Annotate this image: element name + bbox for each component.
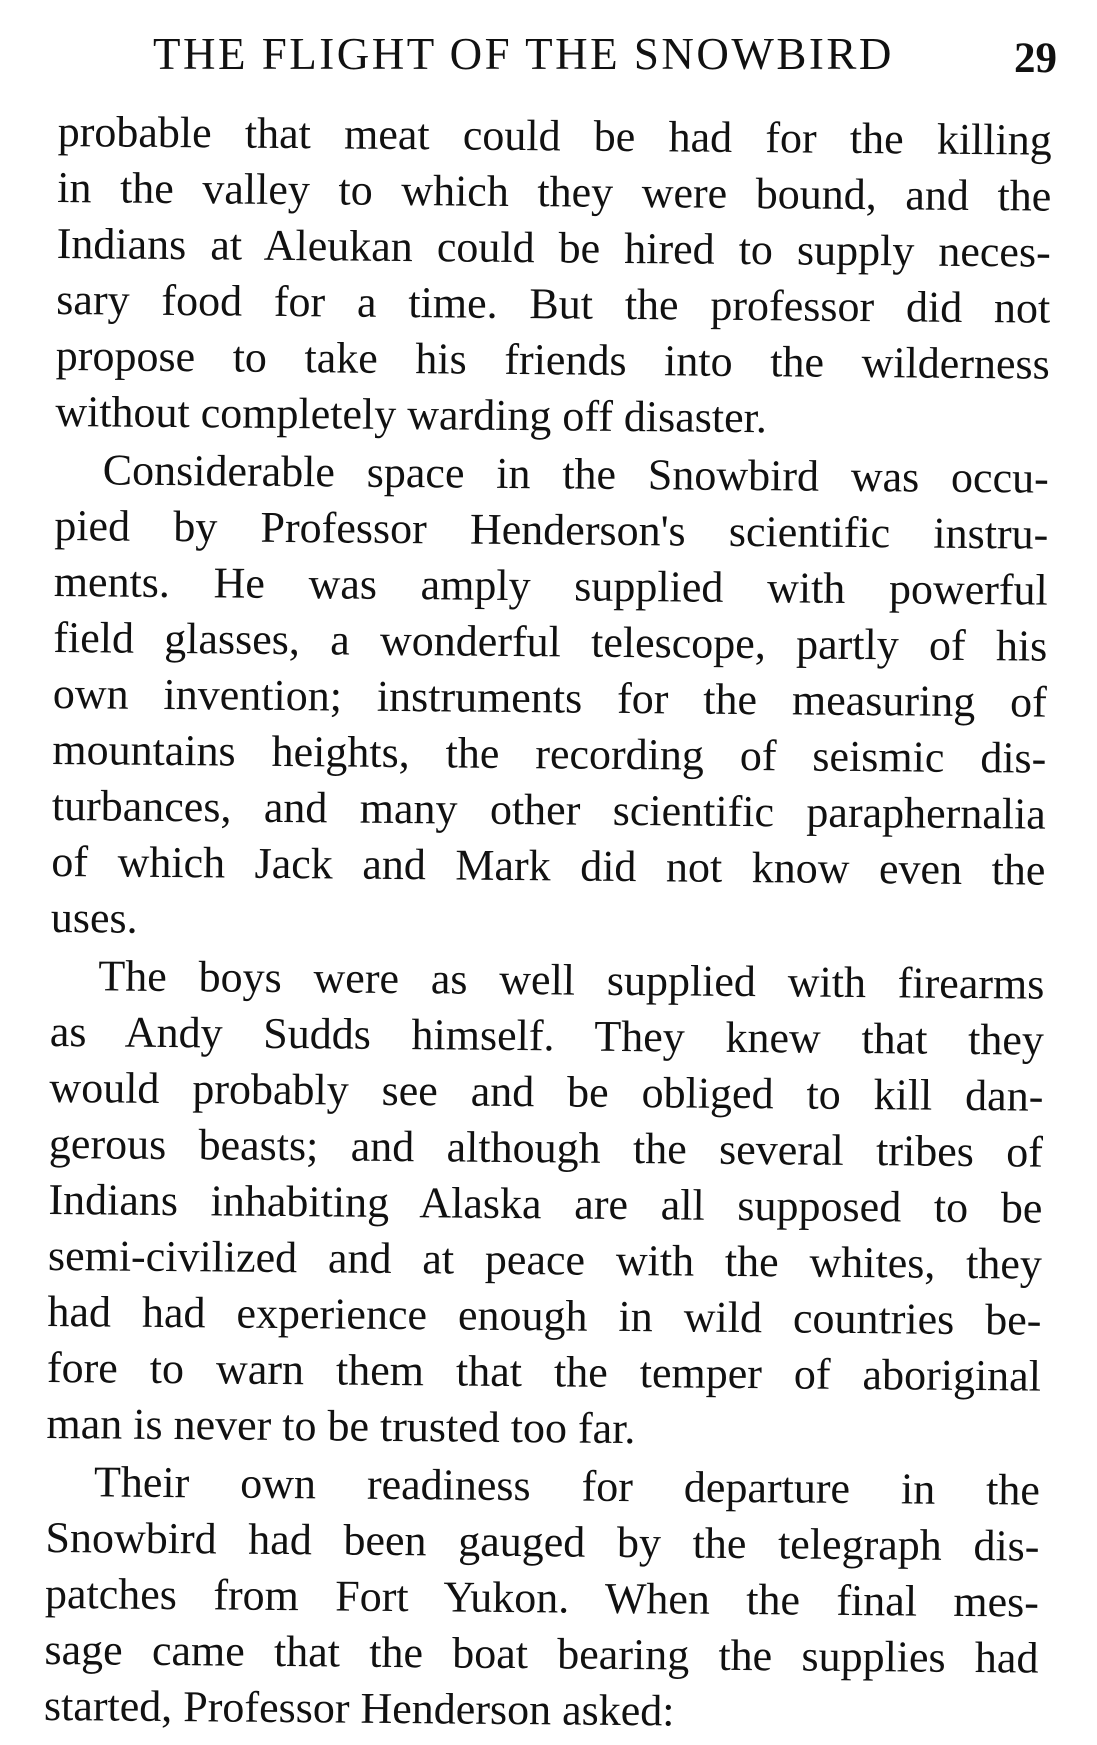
- text-line: sage came that the boat bearing the supplies had: [44, 1624, 1039, 1683]
- text-line: man is never to be trusted too far.: [46, 1398, 636, 1454]
- text-line: The boys were as well supplied with firearms: [98, 951, 1045, 1009]
- text-line: mountains heights, the recording of seismic dis-: [52, 724, 1047, 783]
- text-line: ments. He was amply supplied with powerful: [53, 556, 1049, 615]
- text-line: propose to take his friends into the wilderness: [55, 330, 1050, 389]
- paragraph-4: [44, 1454, 1040, 1743]
- text-line: would probably see and be obliged to kill dan-: [49, 1062, 1044, 1121]
- text-line: in the valley to which they were bound, and the: [57, 162, 1052, 221]
- running-title: THE FLIGHT OF THE SNOWBIRD: [153, 29, 894, 79]
- paragraph-1: [55, 104, 1052, 449]
- text-line: own invention; instruments for the measuring of: [52, 668, 1048, 727]
- text-line: started, Professor Henderson asked:: [43, 1680, 675, 1736]
- text-line: Indians at Aleukan could be hired to supply neces-: [56, 218, 1051, 277]
- text-line: pied by Professor Henderson's scientific instru-: [54, 500, 1049, 559]
- text-line: sary food for a time. But the professor did not: [56, 274, 1051, 333]
- text-line: of which Jack and Mark did not know even the: [51, 836, 1046, 895]
- text-line: field glasses, a wonderful telescope, partly of his: [53, 612, 1048, 671]
- text-line: patches from Fort Yukon. When the final mes-: [44, 1568, 1040, 1627]
- paragraph-3: [46, 948, 1044, 1461]
- text-line: as Andy Sudds himself. They knew that they: [49, 1006, 1045, 1065]
- text-line: gerous beasts; and although the several tribes of: [48, 1118, 1044, 1177]
- paragraph-2: [51, 442, 1049, 955]
- text-line: Their own readiness for departure in the: [93, 1457, 1041, 1515]
- body-text: [44, 104, 1052, 1745]
- text-line: semi-civilized and at peace with the whites, they: [47, 1230, 1043, 1289]
- text-line: Considerable space in the Snowbird was occu-: [102, 445, 1049, 503]
- text-line: without completely warding off disaster.: [55, 386, 768, 443]
- text-line: Indians inhabiting Alaska are all supposed to be: [48, 1174, 1043, 1233]
- running-head: [145, 22, 1065, 92]
- page-number: 29: [1014, 35, 1057, 82]
- text-line: Snowbird had been gauged by the telegraph dis-: [45, 1512, 1040, 1571]
- text-line: turbances, and many other scientific paraphernalia: [51, 780, 1047, 839]
- text-line: probable that meat could be had for the killing: [57, 106, 1052, 165]
- text-line: fore to warn them that the temper of aboriginal: [46, 1342, 1042, 1401]
- text-line: uses.: [50, 892, 138, 943]
- text-line: had had experience enough in wild countries be-: [47, 1286, 1042, 1345]
